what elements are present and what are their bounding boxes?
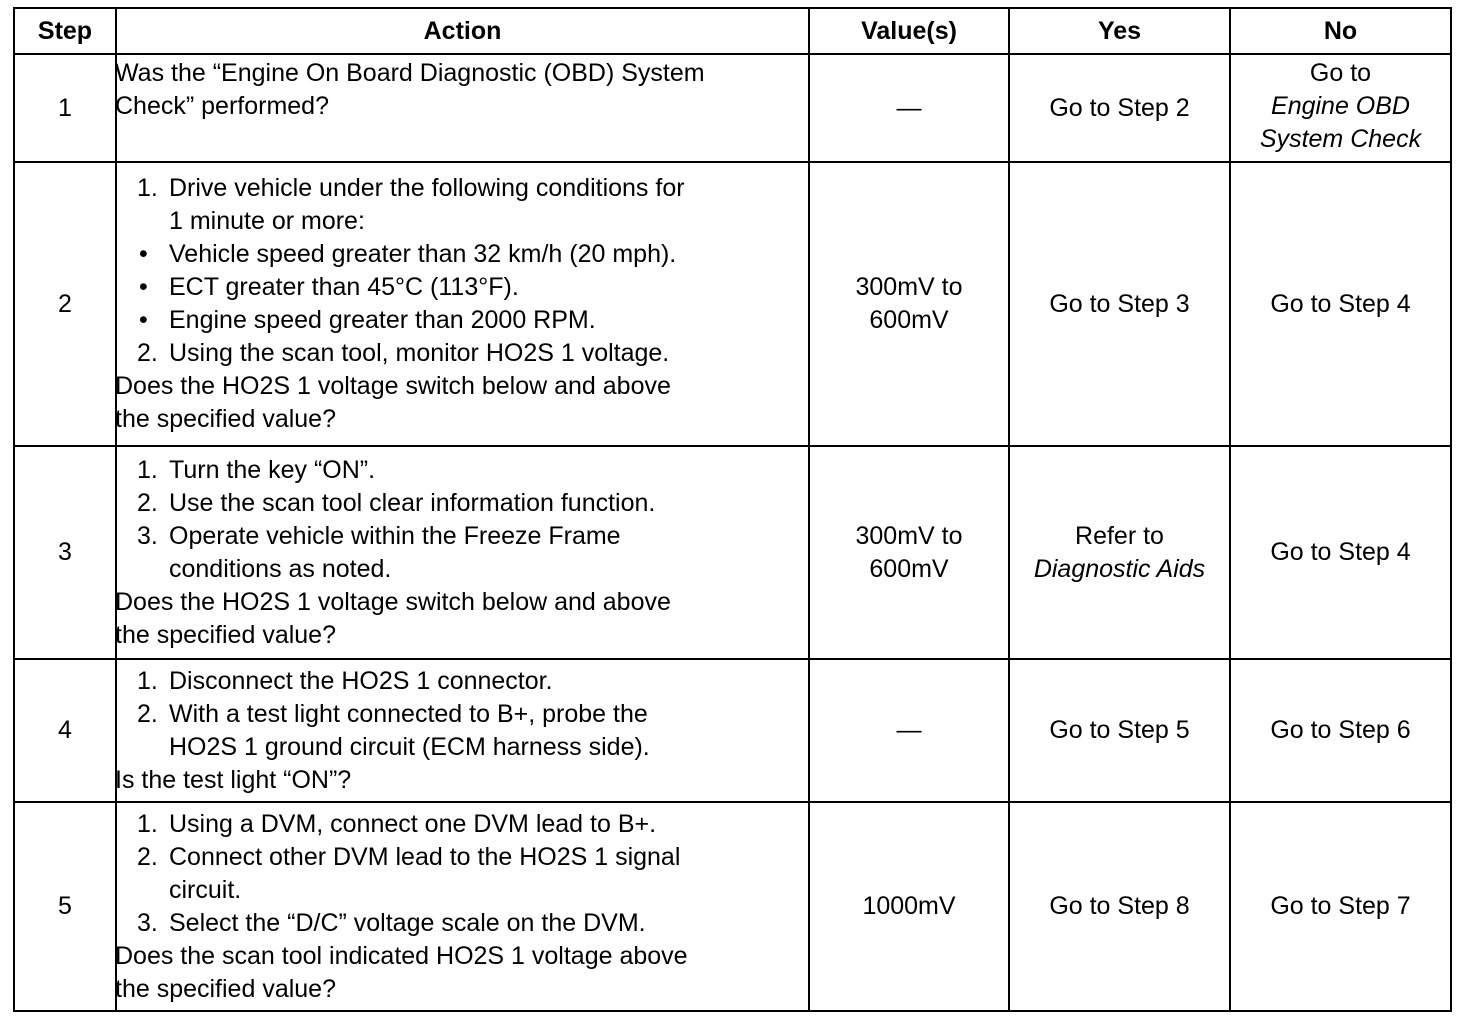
- table-row: [14, 446, 1451, 659]
- action-step: 2. With a test light connected to B+, probe the: [137, 699, 648, 728]
- action-step-continued: 1 minute or more:: [169, 207, 365, 235]
- question-text: Does the HO2S 1 voltage switch below and above: [115, 587, 671, 616]
- table-row: [14, 162, 1451, 446]
- yes-text: Go to Step 5: [1049, 716, 1190, 744]
- no-cell: [1230, 802, 1451, 1011]
- action-step: 3. Operate vehicle within the Freeze Frame: [137, 521, 621, 550]
- step-number: 3: [14, 446, 116, 659]
- no-text: Go to: [1309, 59, 1372, 87]
- yes-cell: [1009, 802, 1230, 1011]
- yes-text: Go to Step 3: [1049, 289, 1190, 318]
- yes-cell: [1009, 162, 1230, 446]
- action-step: 1. Disconnect the HO2S 1 connector.: [137, 666, 553, 695]
- action-cell: [116, 162, 809, 446]
- value-text: —: [896, 716, 922, 744]
- yes-text: Diagnostic Aids: [1033, 554, 1206, 583]
- no-text: Go to Step 4: [1270, 289, 1411, 318]
- action-steps: [117, 172, 808, 238]
- value-text: 600mV: [869, 554, 949, 583]
- no-cell: [1230, 659, 1451, 802]
- value-text: —: [896, 93, 922, 122]
- header-yes: Yes: [1009, 8, 1230, 54]
- value-cell: [809, 659, 1009, 802]
- action-steps: [117, 454, 808, 586]
- action-step: 1. Turn the key “ON”.: [137, 455, 376, 484]
- action-step-continued: HO2S 1 ground circuit (ECM harness side).: [169, 732, 650, 761]
- table-row: [14, 54, 1451, 162]
- value-text: 300mV to: [855, 273, 963, 301]
- bullet-item: • ECT greater than 45°C (113°F).: [117, 271, 808, 304]
- yes-text: Go to Step 8: [1049, 892, 1190, 920]
- action-cell: [116, 446, 809, 659]
- action-steps: [117, 337, 808, 370]
- header-values: Value(s): [809, 8, 1009, 54]
- action-steps: [117, 665, 808, 764]
- header-no: No: [1230, 8, 1451, 54]
- yes-cell: [1009, 54, 1230, 162]
- action-cell: [116, 54, 809, 162]
- yes-text: Go to Step 2: [1049, 93, 1190, 122]
- action-step: 2. Use the scan tool clear information function.: [137, 488, 656, 517]
- no-cell: [1230, 162, 1451, 446]
- value-text: 600mV: [869, 306, 949, 334]
- no-text: System Check: [1259, 125, 1422, 153]
- yes-cell: [1009, 446, 1230, 659]
- action-step-continued: circuit.: [169, 875, 242, 904]
- no-text: Go to Step 4: [1270, 538, 1411, 566]
- step-number: 2: [14, 162, 116, 446]
- step-number: 4: [14, 659, 116, 802]
- question-text: Does the HO2S 1 voltage switch below and above: [115, 372, 671, 400]
- no-text: Go to Step 7: [1270, 892, 1411, 920]
- step-number: 5: [14, 802, 116, 1011]
- value-text: 300mV to: [855, 521, 963, 550]
- question-text: the specified value?: [115, 405, 336, 433]
- question-text: Does the scan tool indicated HO2S 1 voltage above: [115, 941, 688, 970]
- no-text: Engine OBD: [1271, 92, 1410, 120]
- no-cell: [1230, 446, 1451, 659]
- action-step: 2. Connect other DVM lead to the HO2S 1 signal: [137, 842, 681, 871]
- value-cell: [809, 54, 1009, 162]
- action-step: 1. Drive vehicle under the following conditions for: [137, 174, 685, 202]
- header-row: [14, 8, 1451, 54]
- yes-cell: [1009, 659, 1230, 802]
- yes-text: Refer to: [1075, 521, 1164, 550]
- no-cell: [1230, 54, 1451, 162]
- header-step: Step: [14, 8, 116, 54]
- bullet-item: • Vehicle speed greater than 32 km/h (20 mph).: [117, 238, 808, 271]
- step-number: 1: [14, 54, 116, 162]
- no-text: Go to Step 6: [1270, 716, 1411, 744]
- value-cell: [809, 446, 1009, 659]
- diagnostic-table-page: [13, 7, 1450, 1010]
- action-step: 2. Using the scan tool, monitor HO2S 1 voltage.: [137, 339, 670, 367]
- question-text: the specified value?: [115, 620, 336, 649]
- header-action: Action: [116, 8, 809, 54]
- table-row: [14, 659, 1451, 802]
- action-cell: [116, 802, 809, 1011]
- value-cell: [809, 802, 1009, 1011]
- value-cell: [809, 162, 1009, 446]
- table-row: [14, 802, 1451, 1011]
- bullet-item: • Engine speed greater than 2000 RPM.: [117, 304, 808, 337]
- action-step: 3. Select the “D/C” voltage scale on the DVM.: [137, 908, 646, 937]
- action-steps: [117, 808, 808, 940]
- action-cell: [116, 659, 809, 802]
- question-text: Is the test light “ON”?: [115, 765, 352, 794]
- condition-bullets: [117, 238, 808, 337]
- action-step: 1. Using a DVM, connect one DVM lead to B+.: [137, 809, 657, 838]
- question-text: Was the “Engine On Board Diagnostic (OBD) System: [115, 59, 705, 87]
- question-text: the specified value?: [115, 974, 336, 1003]
- action-step-continued: conditions as noted.: [169, 554, 392, 583]
- question-text: Check” performed?: [115, 92, 329, 120]
- diagnostic-table: [13, 7, 1452, 1012]
- value-text: 1000mV: [862, 892, 956, 920]
